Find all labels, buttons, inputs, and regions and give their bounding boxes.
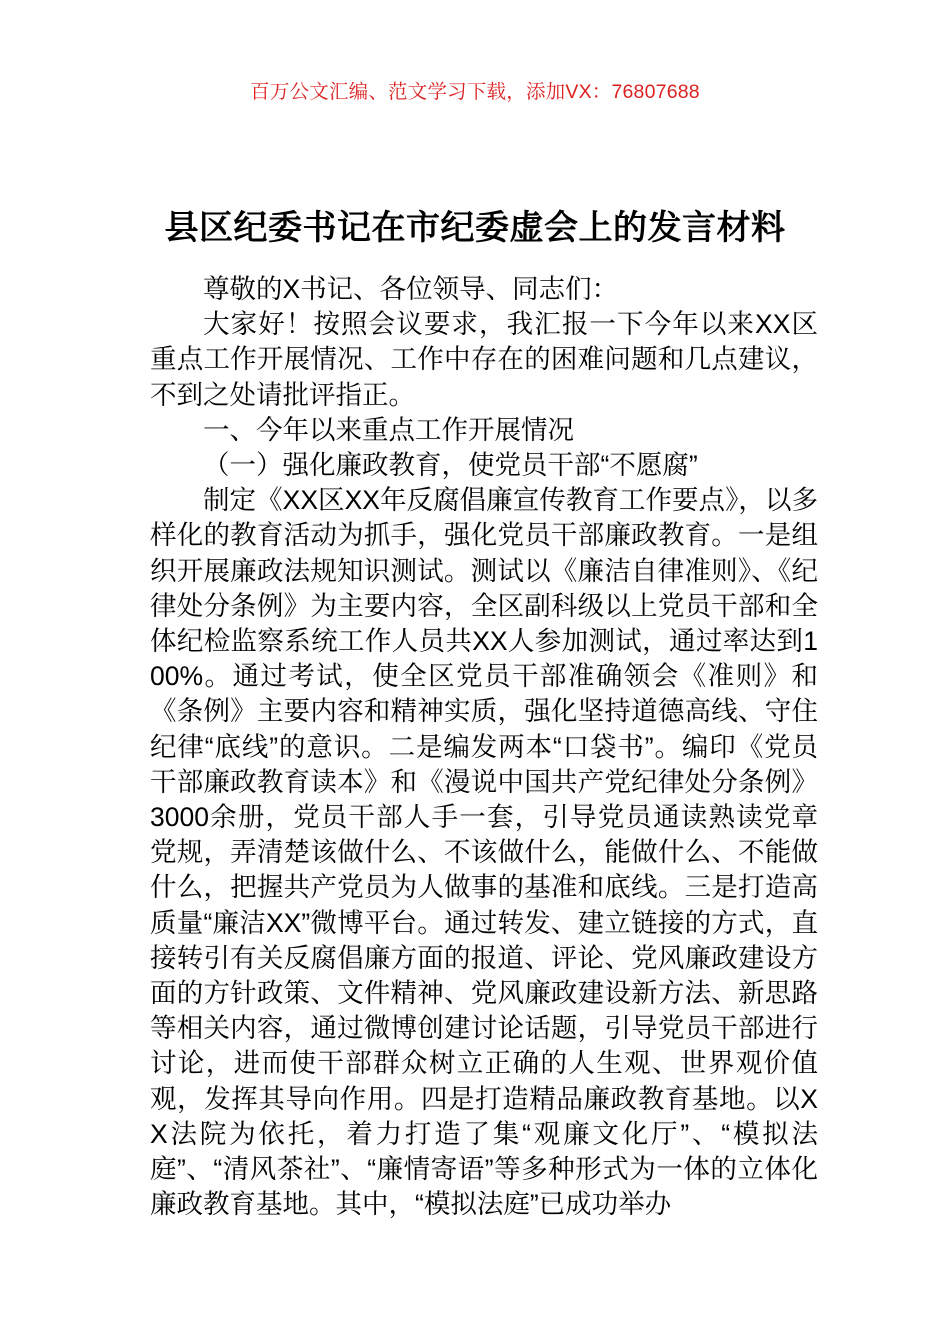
paragraph-opening: 大家好！按照会议要求，我汇报一下今年以来XX区重点工作开展情况、工作中存在的困难问题和几点建议，不到之处请批评指正。 [150,309,818,410]
subheading-section-one-item-1: （一）强化廉政教育，使党员干部“不愿腐” [203,450,698,481]
paragraph-section-one-item-1-body: 制定《XX区XX年反腐倡廉宣传教育工作要点》，以多样化的教育活动为抓手，强化党员干部廉政教育。一是组织开展廉政法规知识测试。测试以《廉洁自律准则》、《纪律处分条例》为主要内容，全区副科级以上党员干部和全体纪检监察系统工作人员共XX人参加测试，通过率达到100%。通过考试，使全区党员干部准确领会《准则》和《条例》主要内容和精神实质，强化坚持道德高线、守住纪律“底线”的意识。二是编发两本“口袋书”。编印《党员干部廉政教育读本》和《漫说中国共产党纪律处分条例》3000余册，党员干部人手一套，引导党员通读熟读党章党规，弄清楚该做什么、不该做什么，能做什么、不能做什么，把握共产党员为人做事的基准和底线。三是打造高质量“廉洁XX”微博平台。通过转发、建立链接的方式，直接转引有关反腐倡廉方面的报道、评论、党风廉政建设方面的方针政策、文件精神、党风廉政建设新方法、新思路等相关内容，通过微博创建讨论话题，引导党员干部进行讨论，进而使干部群众树立正确的人生观、世界观价值观，发挥其导向作用。四是打造精品廉政教育基地。以XX法院为依托，着力打造了集“观廉文化厅”、“模拟法庭”、“清风茶社”、“廉情寄语”等多种形式为一体的立体化廉政教育基地。其中，“模拟法庭”已成功举办 [150,485,818,1220]
document-body [150,272,818,1222]
document-title: 县区纪委书记在市纪委虚会上的发言材料 [164,208,786,247]
paragraph-salutation: 尊敬的X书记、各位领导、同志们： [203,274,619,304]
heading-section-one: 一、今年以来重点工作开展情况 [203,414,574,445]
promo-banner: 百万公文汇编、范文学习下载，添加VX：76807688 [250,81,700,103]
